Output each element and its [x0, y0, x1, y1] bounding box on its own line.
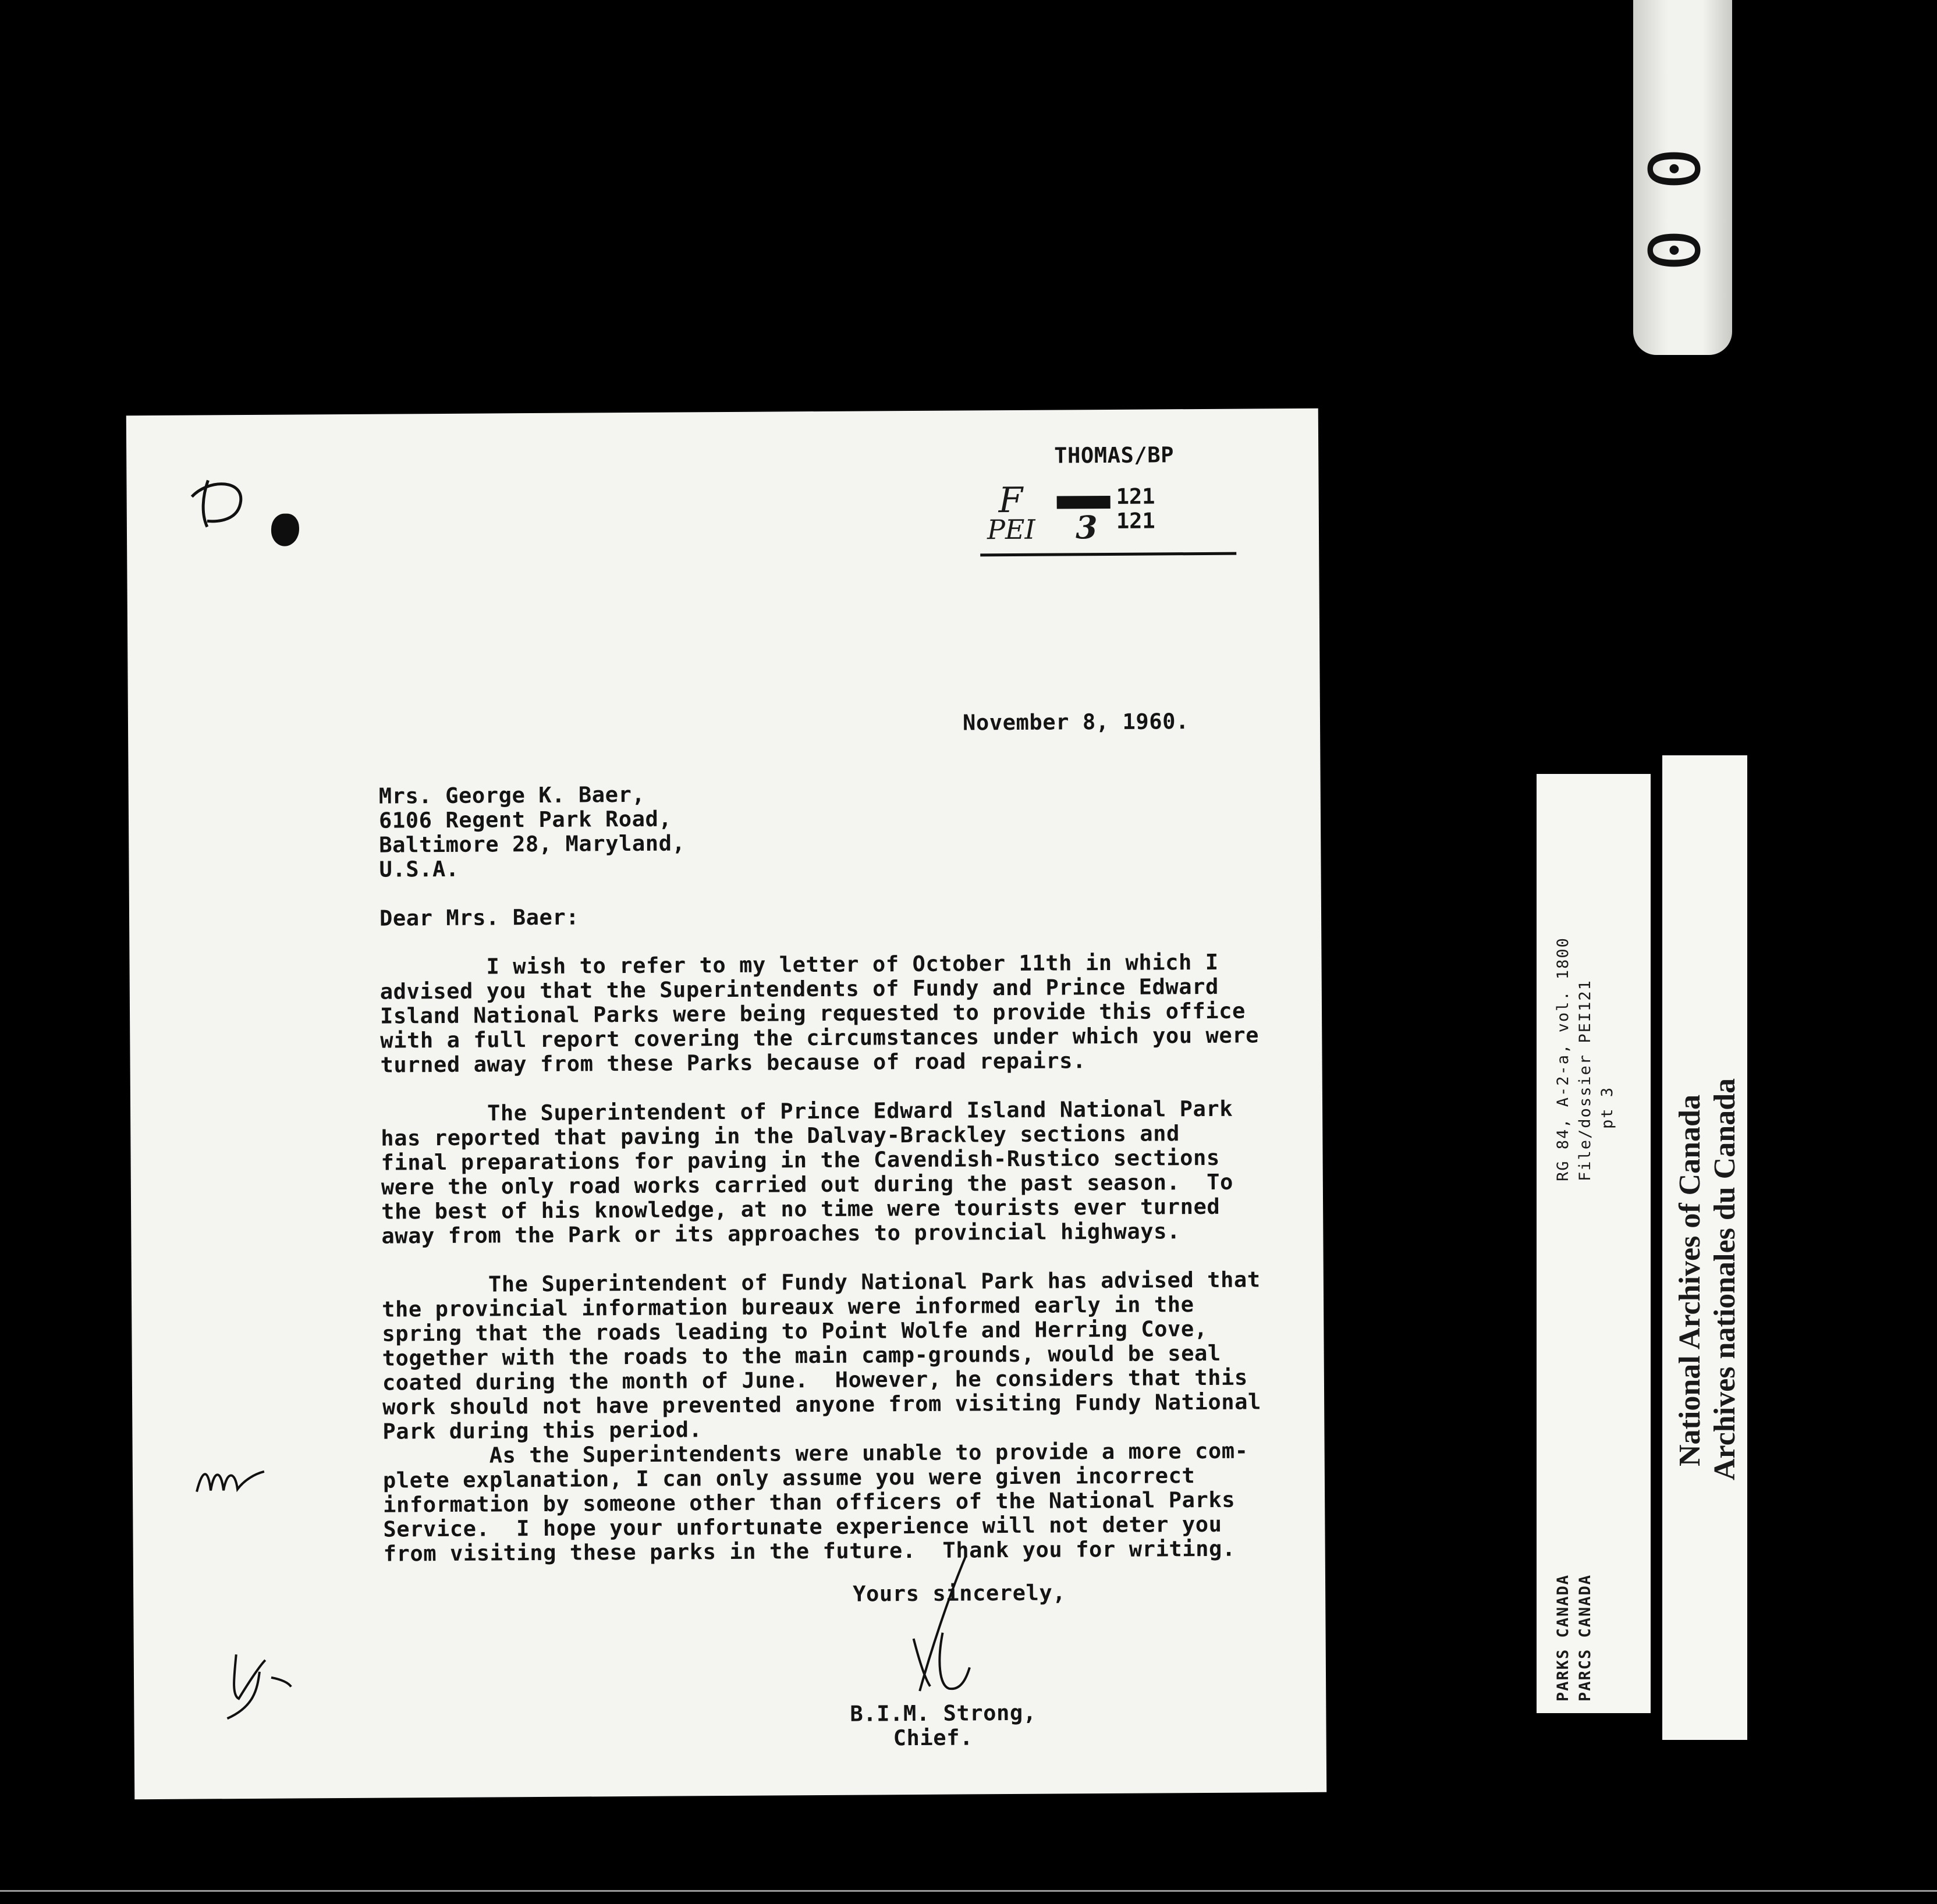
archive-reference-slip	[1537, 774, 1651, 1713]
signatory-title: Chief.	[893, 1725, 974, 1751]
frame-counter	[1633, 0, 1732, 355]
handwritten-mark: 3	[1075, 509, 1098, 546]
body-paragraph: As the Superintendents were unable to provide a more com- plete explanation, I can only assume you were given incorrect information by someone other than officers of the National Parks Service. I hope your unfortunate experience will not deter you from visiting these parks in the future. Thank you for writing.	[382, 1438, 1248, 1566]
handwritten-prefix: F	[998, 479, 1023, 521]
institution-name: Archives nationales du Canada	[1708, 1078, 1741, 1480]
recipient-street: 6106 Regent Park Road,	[378, 806, 672, 833]
salutation: Dear Mrs. Baer:	[379, 904, 580, 931]
archive-reference-line: pt 3	[1598, 1086, 1616, 1129]
margin-mark-d	[185, 473, 249, 532]
institution-name: National Archives of Canada	[1673, 1095, 1707, 1466]
letter-date: November 8, 1960.	[962, 709, 1190, 736]
header-code: THOMAS/BP	[1054, 442, 1175, 468]
margin-check-mark	[219, 1643, 295, 1725]
frame-counter-digit: 0	[1631, 229, 1713, 272]
body-paragraph: I wish to refer to my letter of October 11th in which I advised you that the Superintendents of Fundy and Prince Edward Island National Parks were being requested to provide this office with a full report covering the circumstances under which you were turned away from these Parks because of road repairs.	[379, 949, 1260, 1078]
file-number: 121	[1116, 508, 1155, 534]
agency-label: PARCS CANADA	[1576, 1573, 1594, 1701]
archive-reference-line: File/dossier PEI121	[1576, 979, 1594, 1181]
handwritten-prefix: PEI	[987, 513, 1035, 546]
institution-slip	[1662, 755, 1747, 1740]
recipient-name: Mrs. George K. Baer,	[378, 782, 645, 809]
closing: Yours sincerely,	[853, 1580, 1066, 1607]
signatory-name: B.I.M. Strong,	[850, 1700, 1037, 1727]
agency-label: PARKS CANADA	[1554, 1573, 1572, 1701]
recipient-city: Baltimore 28, Maryland,	[379, 830, 686, 858]
signature	[878, 1551, 1007, 1703]
ink-blot	[271, 513, 299, 546]
body-paragraph: The Superintendent of Prince Edward Island National Park has reported that paving in the Dalvay-Brackley sections and final preparations for paving in the Cavendish-Rustico sections were the only road works carried out during the past season. To the best of his knowledge, at no time were tourists ever turned away from the Park or its approaches to provincial highways.	[380, 1096, 1234, 1249]
letter-page	[126, 408, 1326, 1799]
redaction-mark	[1057, 496, 1111, 509]
recipient-country: U.S.A.	[379, 856, 459, 882]
body-paragraph: The Superintendent of Fundy National Park has advised that the provincial information bureaux were informed early in the spring that the roads leading to Point Wolfe and Herring Cove, together with the roads to the main camp-grounds, would be seal coated during the month of June. However, he considers that this work should not have prevented anyone from visiting Fundy National Park during this period.	[381, 1267, 1262, 1444]
archive-reference-line: RG 84, A-2-a, vol. 1800	[1554, 937, 1572, 1181]
reference-underline	[980, 552, 1236, 557]
margin-initials	[191, 1457, 272, 1504]
file-number: 121	[1116, 484, 1155, 509]
film-edge-line	[0, 1890, 1937, 1892]
frame-counter-digit: 0	[1631, 147, 1713, 190]
